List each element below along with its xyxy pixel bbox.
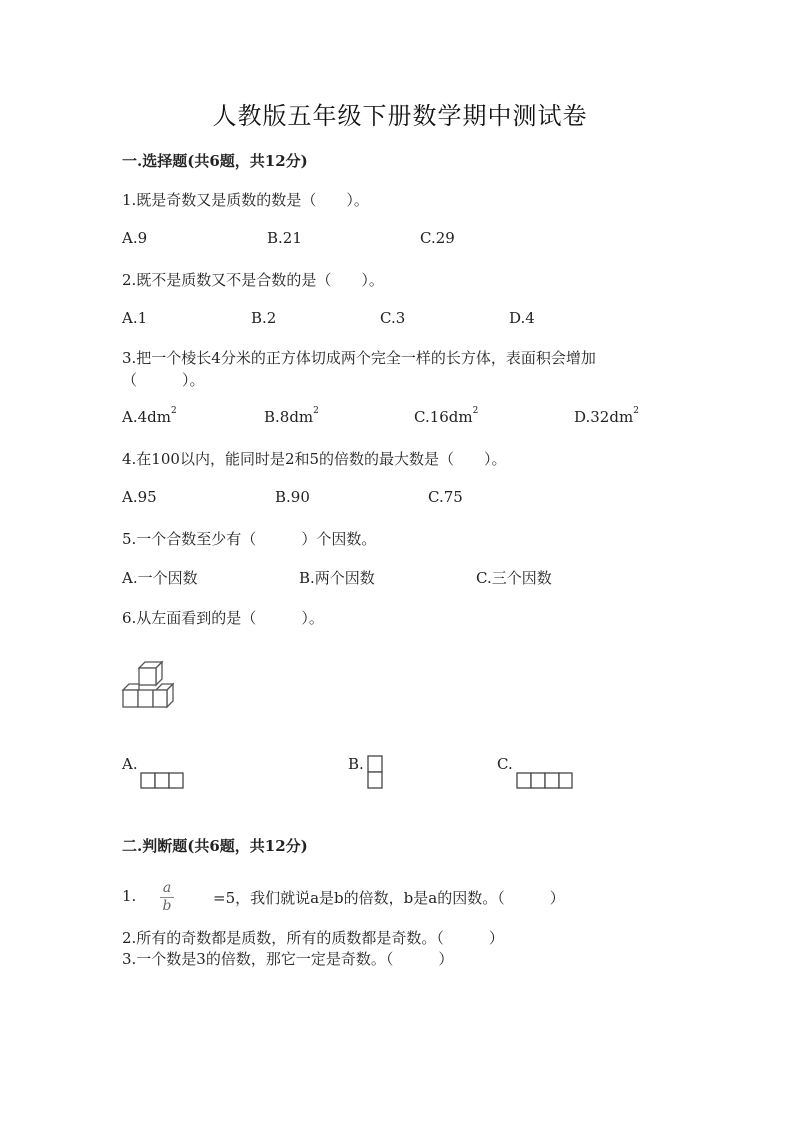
judgment-1: =5，我们就说a是b的倍数，b是a的因数。（ ）: [213, 889, 565, 907]
q2-option-d: D.4: [509, 309, 535, 327]
q3-option-a: $A.4dm^2$: [122, 406, 177, 426]
page-title: 人教版五年级下册数学期中测试卷: [212, 102, 588, 130]
q6-option-b: B.: [348, 755, 364, 773]
question-5: 5.一个合数至少有（ ）个因数。: [122, 530, 377, 548]
fraction-numerator: a: [162, 880, 172, 896]
q6-option-c: C.: [497, 755, 513, 773]
q4-option-b: B.90: [275, 488, 310, 506]
q6-option-a: A.: [122, 755, 138, 773]
cube-stack-figure: [120, 660, 176, 712]
judgment-2: 2.所有的奇数都是质数，所有的质数都是奇数。（ ）: [122, 929, 504, 947]
q3-option-b: $B.8dm^2$: [264, 406, 319, 426]
q6-option-a-figure: [140, 772, 185, 789]
q6-option-b-figure: [367, 755, 384, 790]
fraction-a-over-b: [160, 881, 174, 914]
q5-option-b: B.两个因数: [299, 569, 375, 587]
q2-option-b: B.2: [251, 309, 277, 327]
q6-option-c-figure: [516, 772, 574, 789]
q5-option-c: C.三个因数: [476, 569, 552, 587]
fraction-denominator: b: [162, 898, 172, 914]
question-6: 6.从左面看到的是（ ）。: [122, 609, 324, 627]
section-heading-judgment: 二.判断题(共6题，共12分): [122, 837, 308, 855]
q2-option-c: C.3: [380, 309, 406, 327]
q4-option-a: A.95: [122, 488, 157, 506]
question-3-line-1: 3.把一个棱长4分米的正方体切成两个完全一样的长方体，表面积会增加: [122, 349, 596, 367]
q1-option-a: A.9: [122, 229, 148, 247]
question-2: 2.既不是质数又不是合数的是（ ）。: [122, 271, 384, 289]
q1-option-b: B.21: [267, 229, 302, 247]
q4-option-c: C.75: [428, 488, 463, 506]
question-3-line-2: （ ）。: [122, 371, 205, 389]
q3-option-c: $C.16dm^2$: [414, 406, 479, 426]
q5-option-a: A.一个因数: [122, 569, 198, 587]
section-heading-choice: 一.选择题(共6题，共12分): [122, 152, 308, 170]
question-1: 1.既是奇数又是质数的数是（ ）。: [122, 191, 369, 209]
judgment-1-number: 1.: [122, 887, 137, 905]
q3-option-d: $D.32dm^2$: [574, 406, 639, 426]
q1-option-c: C.29: [420, 229, 455, 247]
question-4: 4.在100以内，能同时是2和5的倍数的最大数是（ ）。: [122, 450, 507, 468]
q2-option-a: A.1: [122, 309, 148, 327]
judgment-3: 3.一个数是3的倍数，那它一定是奇数。（ ）: [122, 950, 454, 968]
